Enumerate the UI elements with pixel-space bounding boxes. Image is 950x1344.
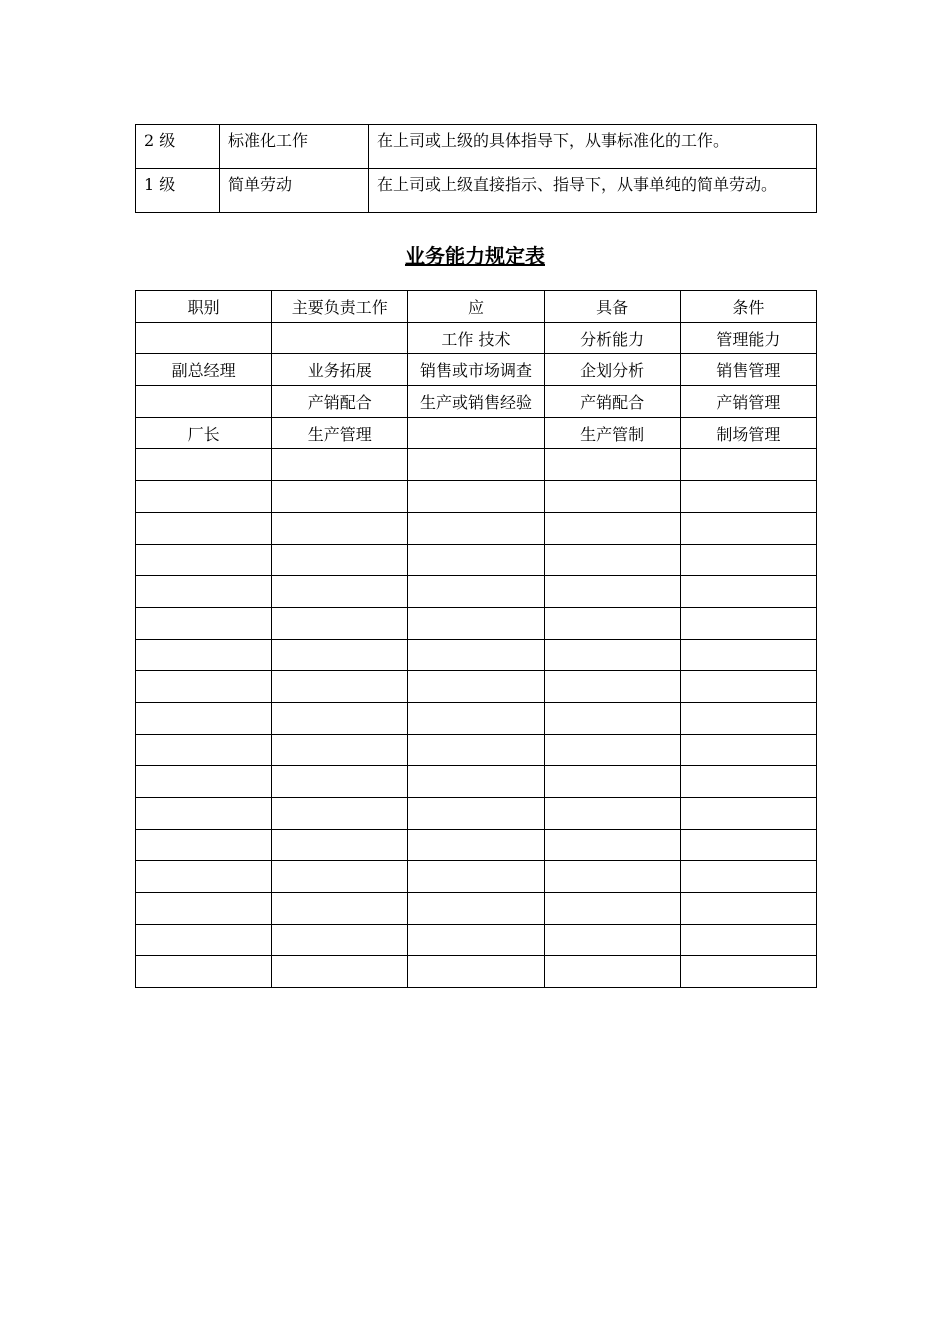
table-cell: [680, 576, 816, 608]
table-cell: [408, 734, 544, 766]
table-cell: [408, 607, 544, 639]
table-cell: 产销配合: [544, 386, 680, 418]
job-level-table: [135, 124, 817, 213]
table-cell: 产销管理: [680, 386, 816, 418]
table-cell: 职别: [136, 291, 272, 323]
table-cell: [272, 671, 408, 703]
table-row: [136, 125, 817, 169]
table-cell: [544, 734, 680, 766]
table-cell: [272, 449, 408, 481]
ability-requirement-table: [135, 290, 817, 988]
table-row-empty: [136, 861, 817, 893]
level-description-cell: 在上司或上级的具体指导下，从事标准化的工作。: [369, 125, 817, 169]
table-cell: [544, 449, 680, 481]
level-name-cell: 简单劳动: [220, 169, 369, 213]
table-cell: [408, 512, 544, 544]
table-cell: [680, 893, 816, 925]
table-cell: [136, 893, 272, 925]
table-cell: [272, 893, 408, 925]
table-cell: [272, 576, 408, 608]
table-cell: [544, 639, 680, 671]
table-cell: [136, 512, 272, 544]
table-cell: [680, 671, 816, 703]
table-cell: [680, 449, 816, 481]
table-cell: [408, 702, 544, 734]
table-cell: [136, 766, 272, 798]
table-cell: 分析能力: [544, 322, 680, 354]
table-cell: [544, 671, 680, 703]
table-cell: [136, 956, 272, 988]
table-cell: 企划分析: [544, 354, 680, 386]
table-cell: [680, 861, 816, 893]
table-cell: [544, 576, 680, 608]
table-cell: [544, 481, 680, 513]
table-cell: [136, 639, 272, 671]
table-cell: [136, 829, 272, 861]
section-title: 业务能力规定表: [405, 244, 545, 268]
table-row-empty: [136, 702, 817, 734]
table-cell: 主要负责工作: [272, 291, 408, 323]
table-cell: [680, 512, 816, 544]
table-row-empty: [136, 924, 817, 956]
table-cell: [408, 924, 544, 956]
table-cell: [408, 417, 544, 449]
table-cell: 副总经理: [136, 354, 272, 386]
table-cell: 生产管理: [272, 417, 408, 449]
table-cell: 销售或市场调查: [408, 354, 544, 386]
table-cell: [680, 829, 816, 861]
level-name-cell: 标准化工作: [220, 125, 369, 169]
table-row-empty: [136, 734, 817, 766]
table-row-empty: [136, 544, 817, 576]
table-cell: [408, 671, 544, 703]
table-cell: [680, 956, 816, 988]
level-cell: 2 级: [136, 125, 220, 169]
table-cell: [680, 481, 816, 513]
table-cell: [408, 861, 544, 893]
table-cell: 厂长: [136, 417, 272, 449]
table-cell: [272, 861, 408, 893]
table-row-empty: [136, 481, 817, 513]
table-cell: [272, 544, 408, 576]
table-cell: [272, 798, 408, 830]
table-row-empty: [136, 639, 817, 671]
table-cell: [680, 702, 816, 734]
table-cell: [408, 798, 544, 830]
table-row: [136, 354, 817, 386]
table-cell: 条件: [680, 291, 816, 323]
table-cell: [680, 798, 816, 830]
table-row: [136, 386, 817, 418]
table-cell: 产销配合: [272, 386, 408, 418]
table-header-row: [136, 291, 817, 323]
table-cell: [408, 544, 544, 576]
table-cell: [680, 766, 816, 798]
table-cell: 生产管制: [544, 417, 680, 449]
table-cell: [408, 639, 544, 671]
job-level-table-body: [136, 125, 817, 213]
table-cell: [408, 766, 544, 798]
table-cell: [272, 766, 408, 798]
level-cell: 1 级: [136, 169, 220, 213]
table-cell: 业务拓展: [272, 354, 408, 386]
table-cell: 销售管理: [680, 354, 816, 386]
table-row-empty: [136, 829, 817, 861]
table-cell: [544, 607, 680, 639]
table-cell: [408, 481, 544, 513]
table-row-empty: [136, 449, 817, 481]
table-cell: [272, 829, 408, 861]
table-row-empty: [136, 956, 817, 988]
table-row-empty: [136, 512, 817, 544]
table-cell: 管理能力: [680, 322, 816, 354]
table-cell: [544, 766, 680, 798]
table-cell: [680, 734, 816, 766]
table-cell: [272, 702, 408, 734]
table-row-empty: [136, 798, 817, 830]
table-cell: [136, 481, 272, 513]
table-cell: [680, 639, 816, 671]
table-cell: [272, 956, 408, 988]
table-cell: [136, 702, 272, 734]
table-row: [136, 169, 817, 213]
table-row-empty: [136, 607, 817, 639]
table-row: [136, 417, 817, 449]
table-cell: [136, 449, 272, 481]
table-cell: [544, 798, 680, 830]
table-cell: [136, 798, 272, 830]
table-cell: [544, 924, 680, 956]
table-cell: [272, 924, 408, 956]
table-cell: 应: [408, 291, 544, 323]
table-cell: [136, 861, 272, 893]
table-cell: [272, 607, 408, 639]
table-cell: [136, 322, 272, 354]
table-cell: [272, 481, 408, 513]
table-cell: [272, 512, 408, 544]
table-cell: [408, 893, 544, 925]
table-row-empty: [136, 766, 817, 798]
ability-table-body: [136, 291, 817, 988]
table-cell: [680, 544, 816, 576]
table-cell: 制场管理: [680, 417, 816, 449]
table-cell: [136, 386, 272, 418]
table-cell: [136, 576, 272, 608]
table-cell: [544, 544, 680, 576]
table-cell: [544, 829, 680, 861]
table-cell: [544, 956, 680, 988]
table-cell: [408, 956, 544, 988]
table-cell: 具备: [544, 291, 680, 323]
table-cell: [544, 512, 680, 544]
table-cell: [408, 576, 544, 608]
table-cell: [408, 449, 544, 481]
table-cell: 工作 技术: [408, 322, 544, 354]
level-description-cell: 在上司或上级直接指示、指导下，从事单纯的简单劳动。: [369, 169, 817, 213]
table-cell: [272, 734, 408, 766]
table-row-empty: [136, 671, 817, 703]
table-row-empty: [136, 893, 817, 925]
table-subheader-row: [136, 322, 817, 354]
table-cell: [544, 893, 680, 925]
table-cell: [680, 924, 816, 956]
table-cell: [136, 924, 272, 956]
table-cell: 生产或销售经验: [408, 386, 544, 418]
table-cell: [136, 734, 272, 766]
table-cell: [272, 322, 408, 354]
table-cell: [136, 671, 272, 703]
table-cell: [272, 639, 408, 671]
table-cell: [136, 544, 272, 576]
table-row-empty: [136, 576, 817, 608]
table-cell: [136, 607, 272, 639]
table-cell: [680, 607, 816, 639]
table-cell: [408, 829, 544, 861]
table-cell: [544, 702, 680, 734]
table-cell: [544, 861, 680, 893]
